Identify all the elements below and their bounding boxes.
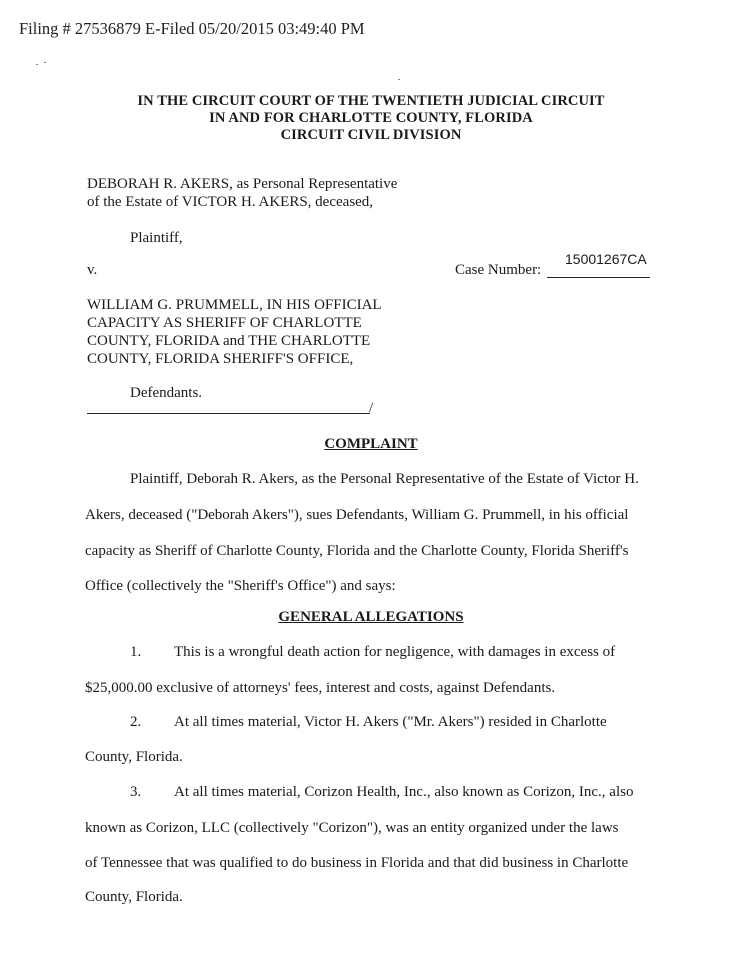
complaint-title [0, 436, 742, 453]
scan-speck [36, 64, 38, 65]
filing-stamp: Filing # 27536879 E-Filed 05/20/2015 03:49:40 PM [19, 19, 365, 38]
plaintiff-name-line-2: of the Estate of VICTOR H. AKERS, deceased, [87, 194, 374, 210]
section-title-text: GENERAL ALLEGATIONS [278, 609, 464, 625]
scan-speck [44, 62, 46, 63]
intro-line-4: Office (collectively the "Sheriff's Office") and says: [85, 578, 396, 594]
plaintiff-label: Plaintiff, [130, 230, 183, 246]
complaint-title-text: COMPLAINT [324, 436, 418, 452]
court-header-line-1: IN THE CIRCUIT COURT OF THE TWENTIETH JUDICIAL CIRCUIT [137, 93, 605, 109]
paragraph-2-line-1: At all times material, Victor H. Akers ("Mr. Akers") resided in Charlotte [174, 714, 607, 730]
intro-line-3: capacity as Sheriff of Charlotte County, Florida and the Charlotte County, Florida Sheriff's [85, 543, 629, 559]
case-number-underline [547, 277, 650, 278]
defendant-line-2: CAPACITY AS SHERIFF OF CHARLOTTE [87, 315, 362, 331]
caption-rule [87, 413, 370, 414]
paragraph-number: 2. [130, 714, 142, 730]
defendant-line-4: COUNTY, FLORIDA SHERIFF'S OFFICE, [87, 351, 354, 367]
intro-line-2: Akers, deceased ("Deborah Akers"), sues Defendants, William G. Prummell, in his official [85, 507, 629, 523]
paragraph-number: 1. [130, 644, 142, 660]
paragraph-3-line-4: County, Florida. [85, 889, 183, 905]
paragraph-1-line-1: This is a wrongful death action for negligence, with damages in excess of [174, 644, 616, 660]
paragraph-3-line-1: At all times material, Corizon Health, Inc., also known as Corizon, Inc., also [174, 784, 634, 800]
court-header-line-3: CIRCUIT CIVIL DIVISION [280, 127, 462, 143]
defendants-label: Defendants. [130, 385, 203, 401]
paragraph-number: 3. [130, 784, 142, 800]
paragraph-3-line-3: of Tennessee that was qualified to do business in Florida and that did business in Charlotte [85, 855, 629, 871]
versus-label: v. [87, 262, 98, 278]
court-header-line-2: IN AND FOR CHARLOTTE COUNTY, FLORIDA [209, 110, 533, 126]
paragraph-1-line-2: $25,000.00 exclusive of attorneys' fees, interest and costs, against Defendants. [85, 680, 556, 696]
case-number-label: Case Number: [455, 262, 542, 278]
defendant-line-3: COUNTY, FLORIDA and THE CHARLOTTE [87, 333, 371, 349]
defendant-line-1: WILLIAM G. PRUMMELL, IN HIS OFFICIAL [87, 297, 382, 313]
paragraph-3-line-2: known as Corizon, LLC (collectively "Corizon"), was an entity organized under the laws [85, 820, 619, 836]
paragraph-2-line-2: County, Florida. [85, 749, 183, 765]
scan-speck [398, 79, 400, 80]
caption-slash: / [369, 400, 374, 416]
section-title [0, 609, 742, 626]
case-number-value: 15001267CA [565, 251, 647, 267]
intro-line-1: Plaintiff, Deborah R. Akers, as the Personal Representative of the Estate of Victor H. [130, 471, 639, 487]
plaintiff-name-line-1: DEBORAH R. AKERS, as Personal Representative [87, 176, 398, 192]
